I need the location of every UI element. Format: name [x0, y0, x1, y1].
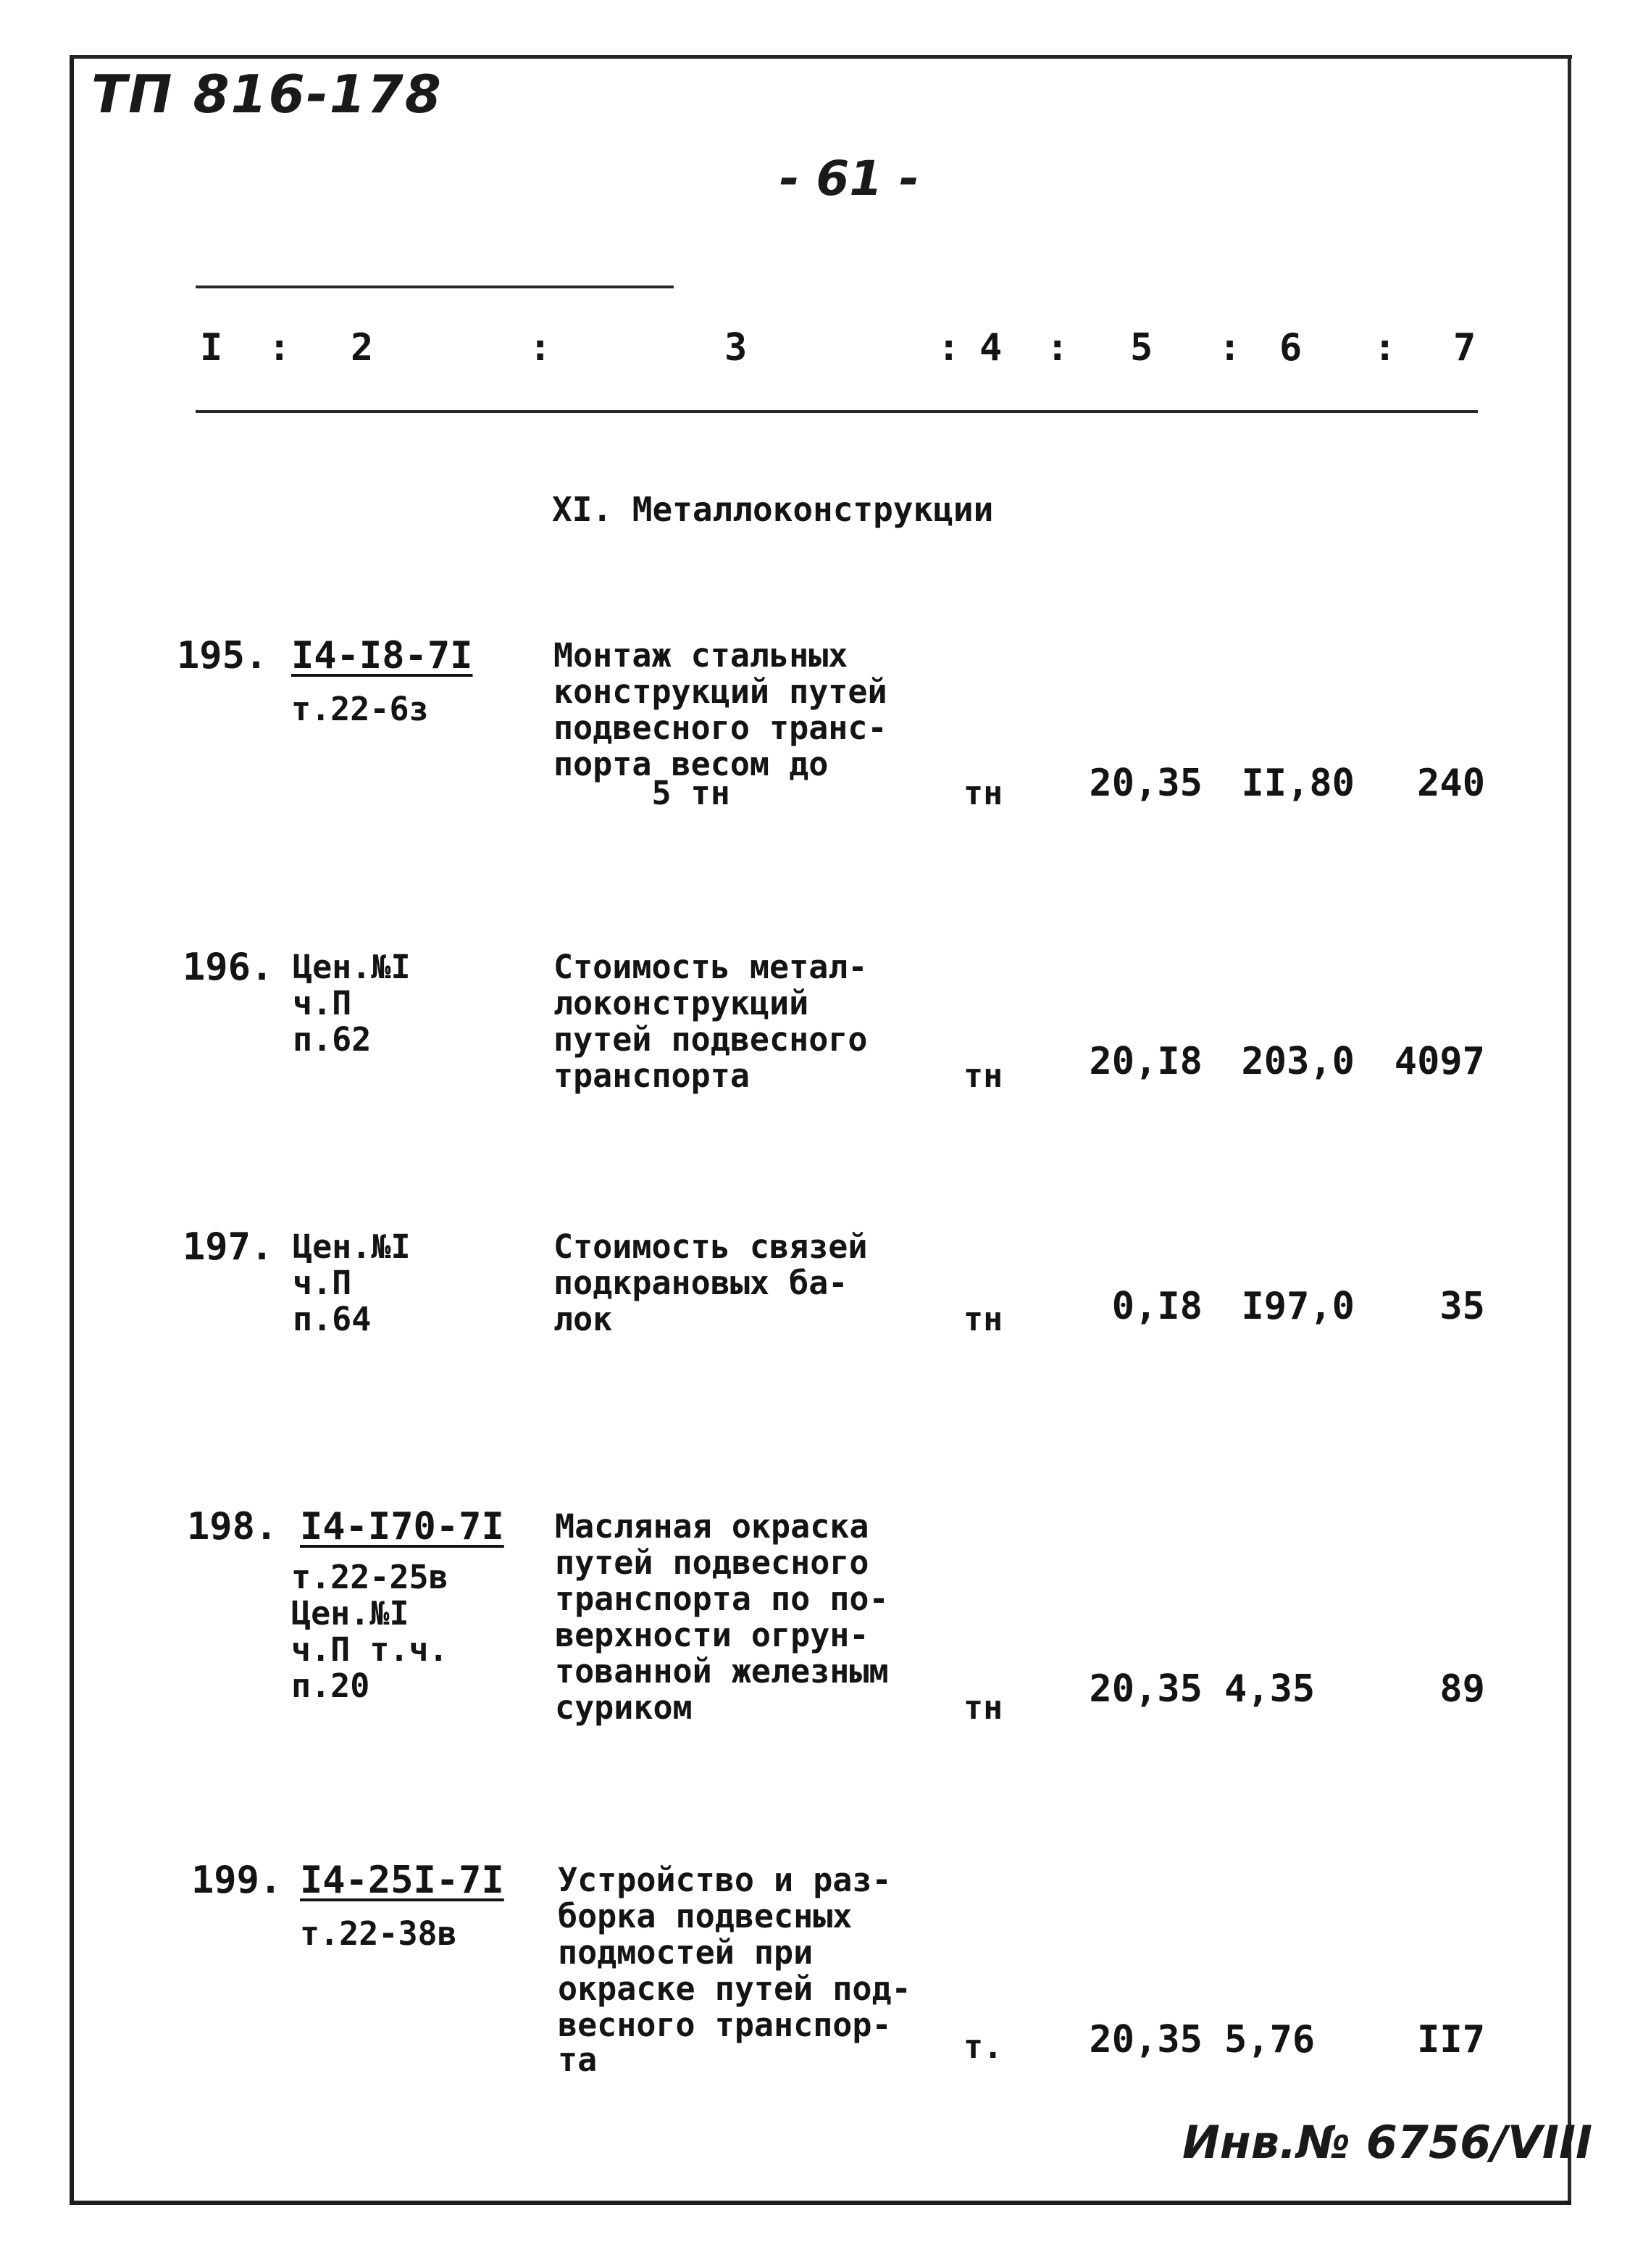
row-number: 196.: [183, 946, 274, 989]
item-description: подкрановых ба-: [553, 1264, 848, 1302]
row-number: 197.: [183, 1225, 274, 1269]
item-description: та: [558, 2040, 598, 2079]
item-description: путей подвесного: [553, 1020, 868, 1059]
item-description: Стоимость связей: [553, 1227, 868, 1266]
item-description: лок: [553, 1300, 613, 1338]
item-description: порта весом до: [553, 745, 829, 783]
item-description: локонструкций: [553, 984, 809, 1022]
quantity: 0,I8: [1111, 1285, 1203, 1328]
frame-top-border: [70, 55, 1572, 59]
unit-of-measure: тн: [963, 1056, 1003, 1095]
document-code: ТП 816-178: [91, 64, 443, 125]
item-description: путей подвесного: [555, 1543, 869, 1582]
page-number: - 61 -: [779, 151, 919, 207]
unit-of-measure: тн: [963, 1300, 1003, 1338]
total-cost: 35: [1439, 1285, 1485, 1328]
item-description: подмостей при: [558, 1933, 814, 1972]
item-description: Масляная окраска: [555, 1507, 869, 1546]
item-description: подвесного транс-: [553, 709, 887, 747]
column-separator: :: [1374, 326, 1397, 370]
row-number: 195.: [177, 634, 268, 678]
inventory-number: Инв.№ 6756/VIII: [1182, 2116, 1593, 2169]
unit-price: 4,35: [1224, 1667, 1316, 1711]
norm-reference: ч.П т.ч.: [291, 1630, 448, 1669]
quantity: 20,I8: [1089, 1040, 1203, 1083]
quantity: 20,35: [1089, 762, 1203, 805]
norm-reference: п.20: [291, 1667, 370, 1705]
unit-price: 5,76: [1224, 2018, 1316, 2061]
header-rule-bottom: [196, 410, 1478, 413]
unit-of-measure: тн: [963, 774, 1003, 812]
column-header: 5: [1130, 326, 1153, 370]
norm-reference: I4-I70-7I: [300, 1505, 504, 1548]
norm-reference: т.22-38в: [300, 1914, 457, 1953]
unit-price: 203,0: [1241, 1040, 1355, 1083]
norm-reference: I4-I8-7I: [291, 634, 473, 678]
norm-reference: Цен.№I: [293, 1227, 411, 1266]
unit-price: II,80: [1241, 762, 1355, 805]
item-description: транспорта: [553, 1056, 750, 1095]
unit-price: I97,0: [1241, 1285, 1355, 1328]
item-description: верхности огрун-: [555, 1616, 869, 1654]
column-header: 2: [351, 326, 374, 370]
row-number: 199.: [191, 1859, 283, 1902]
norm-reference: ч.П: [293, 984, 352, 1022]
norm-reference: Цен.№I: [291, 1594, 409, 1633]
column-separator: :: [1218, 326, 1242, 370]
row-number: 198.: [187, 1505, 278, 1548]
column-header: 6: [1279, 326, 1303, 370]
header-rule-top: [196, 285, 674, 288]
total-cost: II7: [1417, 2018, 1485, 2061]
norm-reference: п.64: [293, 1300, 372, 1338]
item-description: Монтаж стальных: [553, 636, 848, 675]
item-description: окраске путей под-: [558, 1969, 911, 2008]
column-separator: :: [937, 326, 961, 370]
norm-reference: Цен.№I: [293, 948, 411, 986]
norm-reference: I4-25I-7I: [300, 1859, 504, 1902]
norm-reference: т.22-25в: [291, 1558, 448, 1596]
frame-left-border: [70, 55, 74, 2204]
total-cost: 4097: [1394, 1040, 1485, 1083]
item-description: борка подвесных: [558, 1897, 853, 1935]
norm-reference: п.62: [293, 1020, 372, 1059]
frame-bottom-border: [70, 2201, 1571, 2205]
unit-of-measure: т.: [963, 2027, 1003, 2066]
item-description: транспорта по по-: [555, 1580, 889, 1618]
norm-reference: ч.П: [293, 1264, 352, 1302]
quantity: 20,35: [1089, 1667, 1203, 1711]
item-description: суриком: [555, 1688, 693, 1727]
column-separator: :: [1046, 326, 1069, 370]
column-header: I: [200, 326, 223, 370]
item-description: 5 тн: [553, 774, 730, 812]
section-title: XI. Металлоконструкции: [552, 490, 994, 529]
item-description: Устройство и раз-: [558, 1861, 892, 1899]
item-description: тованной железным: [555, 1652, 889, 1690]
item-description: Стоимость метал-: [553, 948, 868, 986]
frame-right-border: [1568, 55, 1571, 2204]
column-header: 3: [724, 326, 748, 370]
total-cost: 89: [1439, 1667, 1485, 1711]
total-cost: 240: [1417, 762, 1485, 805]
unit-of-measure: тн: [963, 1688, 1003, 1727]
column-header: 7: [1453, 326, 1476, 370]
quantity: 20,35: [1089, 2018, 1203, 2061]
column-separator: :: [268, 326, 291, 370]
norm-reference: т.22-6з: [291, 690, 429, 728]
column-header: 4: [979, 326, 1003, 370]
item-description: весного транспор-: [558, 2006, 892, 2044]
item-description: конструкций путей: [553, 672, 887, 711]
column-separator: :: [529, 326, 552, 370]
